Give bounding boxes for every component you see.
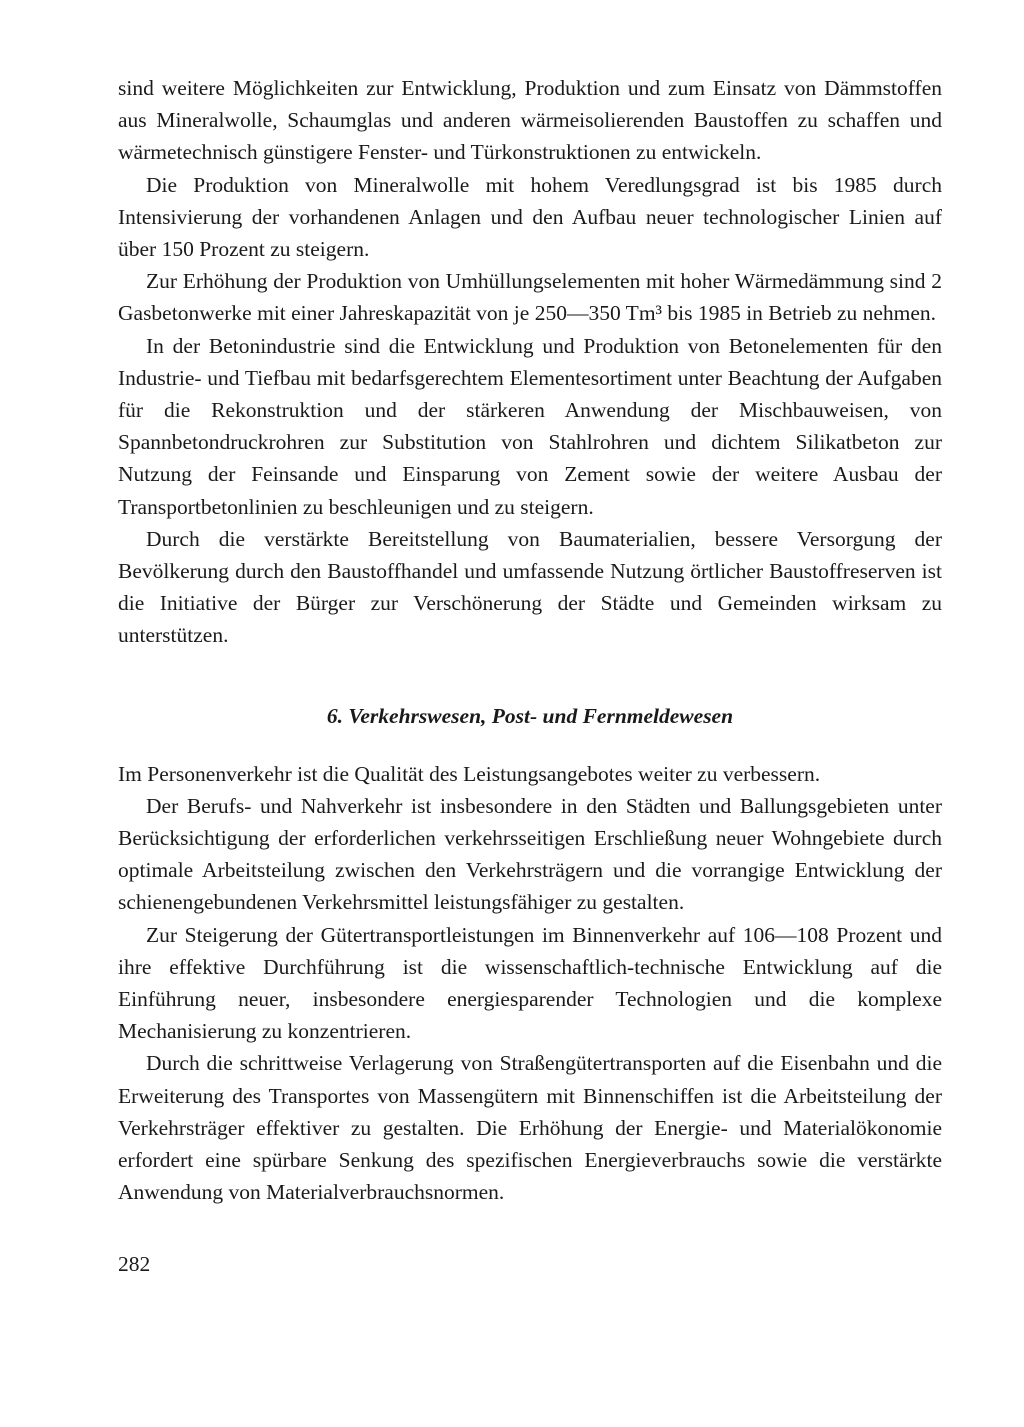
section-gap <box>118 652 942 700</box>
page-number: 282 <box>118 1252 151 1276</box>
paragraph-nahverkehr: Der Berufs- und Nahverkehr ist insbesondere in den Städten und Ballungsgebieten unter Berücksichtigung der erforderlichen verkehrsseitigen Erschließung neuer Wohngebiete durch optimale Arbeitsteilung zwischen den Verkehrsträgern und die vorrangige Entwicklung der schienengebundenen Verkehrsmittel leistungsfähiger zu gestalten. <box>118 793 942 915</box>
section-heading: 6. Verkehrswesen, Post- und Fernmeldewesen <box>326 703 734 728</box>
paragraph-betonindustrie: In der Betonindustrie sind die Entwicklung und Produktion von Betonelementen für den Industrie- und Tiefbau mit bedarfsgerechtem Elementesortiment unter Beachtung der Aufgaben für die Rekonstruktion und der stärkeren Anwendung der Mischbauweisen, von Spannbetondruckrohren zur Substitution von Stahlrohren und dichtem Silikatbeton zur Nutzung der Feinsande und Einsparung von Zement sowie der weitere Ausbau der Transportbetonlinien zu beschleunigen und zu steigern. <box>118 333 942 519</box>
heading-gap <box>118 732 942 758</box>
paragraph-personenverkehr: Im Personenverkehr ist die Qualität des Leistungsangebotes weiter zu verbessern. <box>118 761 821 786</box>
paragraph-guetertransport: Zur Steigerung der Gütertransportleistungen im Binnenverkehr auf 106—108 Prozent und ihre effektive Durchführung ist die wissenschaftlich-technische Entwicklung auf die Einführung neuer, insbesondere energiesparender Technologien und die komplexe Mechanisierung zu konzentrieren. <box>118 922 942 1044</box>
paragraph-baumaterialien: Durch die verstärkte Bereitstellung von Baumaterialien, bessere Versorgung der Bevölkerung durch den Baustoffhandel und umfassende Nutzung örtlicher Baustoffreserven ist die Initiative der Bürger zur Verschönerung der Städte und Gemeinden wirksam zu unterstützen. <box>118 526 942 648</box>
paragraph-mineralwolle: Die Produktion von Mineralwolle mit hohem Veredlungsgrad ist bis 1985 durch Intensivierung der vorhandenen Anlagen und den Aufbau neuer technologischer Linien auf über 150 Prozent zu steigern. <box>118 172 942 262</box>
paragraph-continuation: sind weitere Möglichkeiten zur Entwicklung, Produktion und zum Einsatz von Dämmstoffen aus Mineralwolle, Schaumglas und anderen wärmeisolierenden Baustoffen zu schaffen und wärmetechnisch günstigere Fenster- und Türkonstruktionen zu entwickeln. <box>118 76 942 165</box>
paragraph-verlagerung: Durch die schrittweise Verlagerung von Straßengütertransporten auf die Eisenbahn und die Erweiterung des Transportes von Massengütern mit Binnenschiffen ist die Arbeitsteilung der Verkehrsträger effektiver zu gestalten. Die Erhöhung der Energie- und Materialökonomie erfordert eine spürbare Senkung des spezifischen Energieverbrauchs sowie die verstärkte Anwendung von Materialverbrauchsnormen. <box>118 1051 942 1205</box>
paragraph-gasbetonwerke: Zur Erhöhung der Produktion von Umhüllungselementen mit hoher Wärmedämmung sind 2 Gasbetonwerke mit einer Jahreskapazität von je 250—350 Tm³ bis 1985 in Betrieb zu nehmen. <box>118 269 942 326</box>
document-page <box>118 72 942 1209</box>
